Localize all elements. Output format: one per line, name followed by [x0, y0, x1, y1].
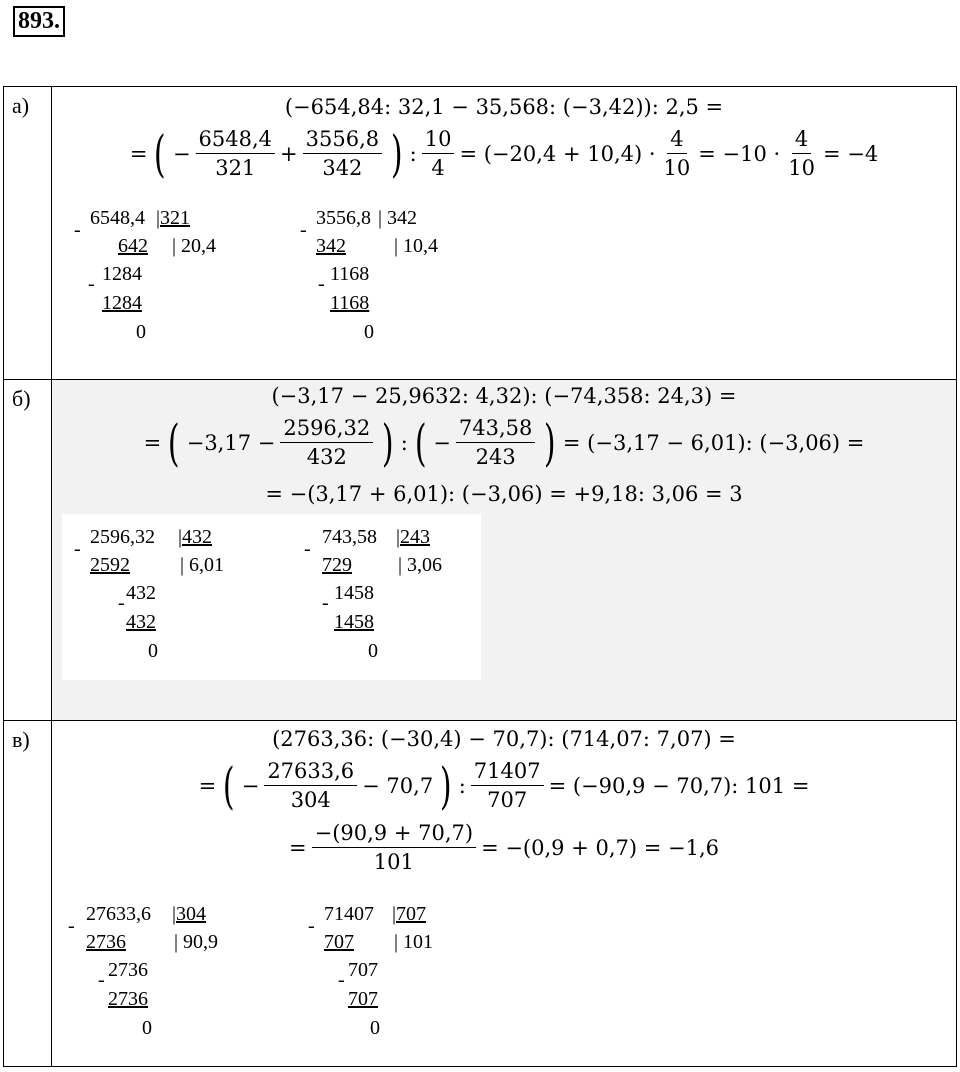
problem-number: 893. [13, 6, 65, 37]
c-line2: = ( − $\frac{27633,6}{304}$ − 70,7 ) : $\frac{71407}{707}$ = (−90,9 − 70,7): 101 = [198, 756, 810, 815]
a-line2: = ( − $\frac{6548,4}{321}$ + $\frac{3556,8}{342}$ ) : $\frac{10}{4}$ = (−20,4 + 10,4) · $\frac{4}{10}$ = −10 · $\frac{4}{10}$ = −4 [129, 124, 879, 183]
row-c-content: (2763,36: (−30,4) − 70,7): (714,07: 7,07) = = ( − $\frac{27633,6}{304}$ − 70,7 ) : $\frac{71407}{707}$ = (−90,9 − 70,7): 101 = = $\frac{-(90,9 + 70,7)}{101}$ = −(0,9 + 0,7) = −1,6 - 27633,6 |304 2736 | 90,9 - 2736 2736 0 - 71407 |707 707 | 101 - 707 707 0 [52, 721, 957, 1067]
a-line1: (−654,84: 32,1 − 35,568: (−3,42)): 2,5 = [284, 95, 724, 119]
c-line1: (2763,36: (−30,4) − 70,7): (714,07: 7,07) = [272, 727, 736, 751]
b-line3: = −(3,17 + 6,01): (−3,06) = +9,18: 3,06 = 3 [265, 482, 743, 506]
b-line2: = ( −3,17 − $\frac{2596,32}{432}$ ) : ( − $\frac{743,58}{243}$ ) = (−3,17 − 6,01): (−3,06) = [143, 413, 865, 472]
row-c [4, 721, 957, 1067]
c-line3: = $\frac{-(90,9 + 70,7)}{101}$ = −(0,9 + 0,7) = −1,6 [289, 821, 719, 874]
row-label-b: б) [12, 386, 31, 411]
row-a [4, 87, 957, 380]
row-a-content: (−654,84: 32,1 − 35,568: (−3,42)): 2,5 = = ( − $\frac{6548,4}{321}$ + $\frac{3556,8}{342}$ ) : $\frac{10}{4}$ = (−20,4 + 10,4) · $\frac{4}{10}$ = −10 · $\frac{4}{10}$ = −4 - 6548,4 |321 642 | 20,4 - 1284 1284 0 - 3556,8 | 342 342 | 10,4 - 1168 1168 0 [52, 87, 957, 380]
solution-table [3, 86, 957, 1067]
row-label-c: в) [12, 727, 30, 752]
b-line1: (−3,17 − 25,9632: 4,32): (−74,358: 24,3) = [271, 384, 737, 408]
row-label-a: а) [12, 93, 30, 118]
row-b-content: (−3,17 − 25,9632: 4,32): (−74,358: 24,3) = = ( −3,17 − $\frac{2596,32}{432}$ ) : ( − $\frac{743,58}{243}$ ) = (−3,17 − 6,01): (−3,06) = = −(3,17 + 6,01): (−3,06) = +9,18: 3,06 = 3 - 2596,32 |432 2592 | 6,01 - 432 432 0 - 743,58 |243 729 | 3,06 - 1458 1458 0 [52, 380, 957, 721]
row-b [4, 380, 957, 721]
